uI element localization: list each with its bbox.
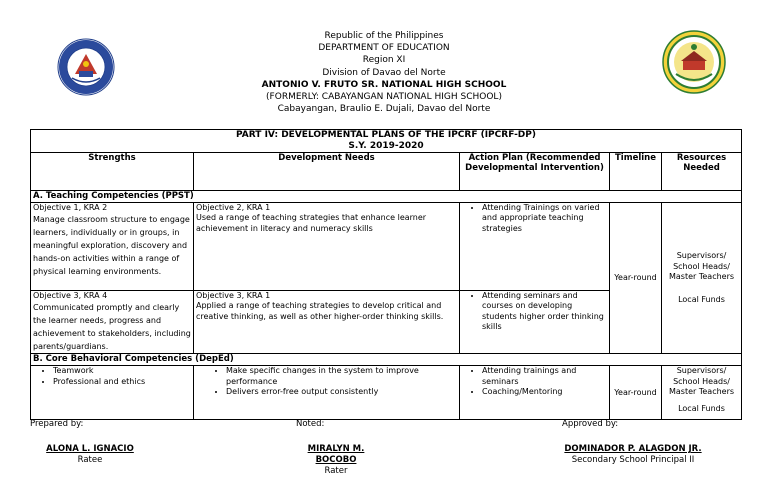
rater-name: MIRALYN M. BOCOBO (307, 444, 365, 465)
ratee-signature-block (30, 444, 150, 466)
timeline-cell: Year-round (610, 203, 662, 354)
action-plan-cell (460, 291, 610, 354)
strength-cell (31, 291, 194, 354)
table-title (31, 130, 742, 153)
need-text: Applied a range of teaching strategies to develop critical and creative thinking, as well as other higher-order thinking skills. (196, 301, 444, 321)
timeline-cell: Year-round (610, 366, 662, 420)
need-item: • Delivers error-free output consistently (226, 387, 457, 397)
development-plan-table (30, 129, 742, 420)
resources-people: Supervisors/ School Heads/ Master Teachers (668, 251, 735, 282)
table-title-text: PART IV: DEVELOPMENTAL PLANS OF THE IPCRF (IPCRF-DP) (236, 130, 536, 140)
strength-text: Communicated promptly and clearly the learner needs, progress and achievement to stakeholders, including parents/guardians. (33, 303, 191, 352)
school-former-name: (FORMERLY: CABAYANGAN NATIONAL HIGH SCHOOL) (266, 92, 502, 103)
strength-objective: Objective 3, KRA 4 (33, 291, 108, 300)
approved-by-label: Approved by: (562, 419, 619, 429)
school-address: Cabayangan, Braulio E. Dujali, Davao del Norte (277, 104, 491, 115)
school-seal-icon (662, 30, 726, 94)
school-year: S.Y. 2019-2020 (348, 141, 424, 151)
section-a-title: A. Teaching Competencies (PPST) (31, 191, 742, 203)
development-need-cell (194, 366, 460, 420)
letterhead-line-3: Region XI (362, 55, 406, 66)
action-item: • Attending trainings and seminars (482, 366, 607, 387)
principal-name: DOMINADOR P. ALAGDON JR. (564, 444, 702, 454)
rater-signature-block (286, 444, 386, 477)
letterhead-line-2: DEPARTMENT OF EDUCATION (318, 43, 450, 54)
strength-item: • Teamwork (53, 366, 191, 376)
need-objective: Objective 2, KRA 1 (196, 203, 271, 212)
action-plan-cell (460, 366, 610, 420)
strength-objective: Objective 1, KRA 2 (33, 203, 108, 212)
column-header-strengths: Strengths (31, 153, 194, 191)
ratee-role: Ratee (77, 455, 103, 465)
column-header-action-plan: Action Plan (Recommended Developmental Intervention) (460, 153, 610, 191)
need-objective: Objective 3, KRA 1 (196, 291, 271, 300)
resources-funds: Local Funds (678, 294, 725, 304)
need-item: • Make specific changes in the system to improve performance (226, 366, 457, 387)
letterhead-line-4: Division of Davao del Norte (322, 67, 446, 78)
letterhead (180, 30, 588, 115)
table-row (31, 366, 742, 420)
section-a-header (31, 191, 742, 203)
column-header-timeline: Timeline (610, 153, 662, 191)
deped-seal-icon (57, 38, 115, 96)
need-text: Used a range of teaching strategies that enhance learner achievement in literacy and numeracy skills (196, 213, 427, 233)
strength-cell (31, 366, 194, 420)
resources-cell (662, 203, 742, 354)
column-header-development-needs: Development Needs (194, 153, 460, 191)
section-b-header (31, 354, 742, 366)
principal-role: Secondary School Principal II (571, 455, 695, 465)
action-plan-cell (460, 203, 610, 291)
development-need-cell (194, 203, 460, 291)
action-item: • Coaching/Mentoring (482, 387, 607, 397)
action-item: • Attending seminars and courses on developing students higher order thinking skills (482, 291, 607, 333)
rater-role: Rater (324, 466, 348, 476)
table-row (31, 203, 742, 291)
resources-people: Supervisors/ School Heads/ Master Teachers (668, 366, 735, 397)
noted-label: Noted: (296, 419, 325, 429)
prepared-by-label: Prepared by: (30, 419, 84, 429)
table-header-row (31, 153, 742, 191)
strength-item: • Professional and ethics (53, 377, 191, 387)
resources-cell (662, 366, 742, 420)
resources-funds: Local Funds (678, 403, 725, 413)
strength-text: Manage classroom structure to engage learners, individually or in groups, in meaningful exploration, discovery and hands-on activities within a range of physical learning environments. (33, 215, 190, 277)
ratee-name: ALONA L. IGNACIO (46, 444, 134, 454)
principal-signature-block (548, 444, 718, 466)
section-b-title: B. Core Behavioral Competencies (DepEd) (31, 354, 742, 366)
strength-cell (31, 203, 194, 291)
school-name: ANTONIO V. FRUTO SR. NATIONAL HIGH SCHOOL (261, 79, 507, 90)
letterhead-line-1: Republic of the Philippines (324, 31, 444, 41)
action-item: • Attending Trainings on varied and appropriate teaching strategies (482, 203, 607, 234)
column-header-resources: Resources Needed (662, 153, 742, 191)
development-need-cell (194, 291, 460, 354)
